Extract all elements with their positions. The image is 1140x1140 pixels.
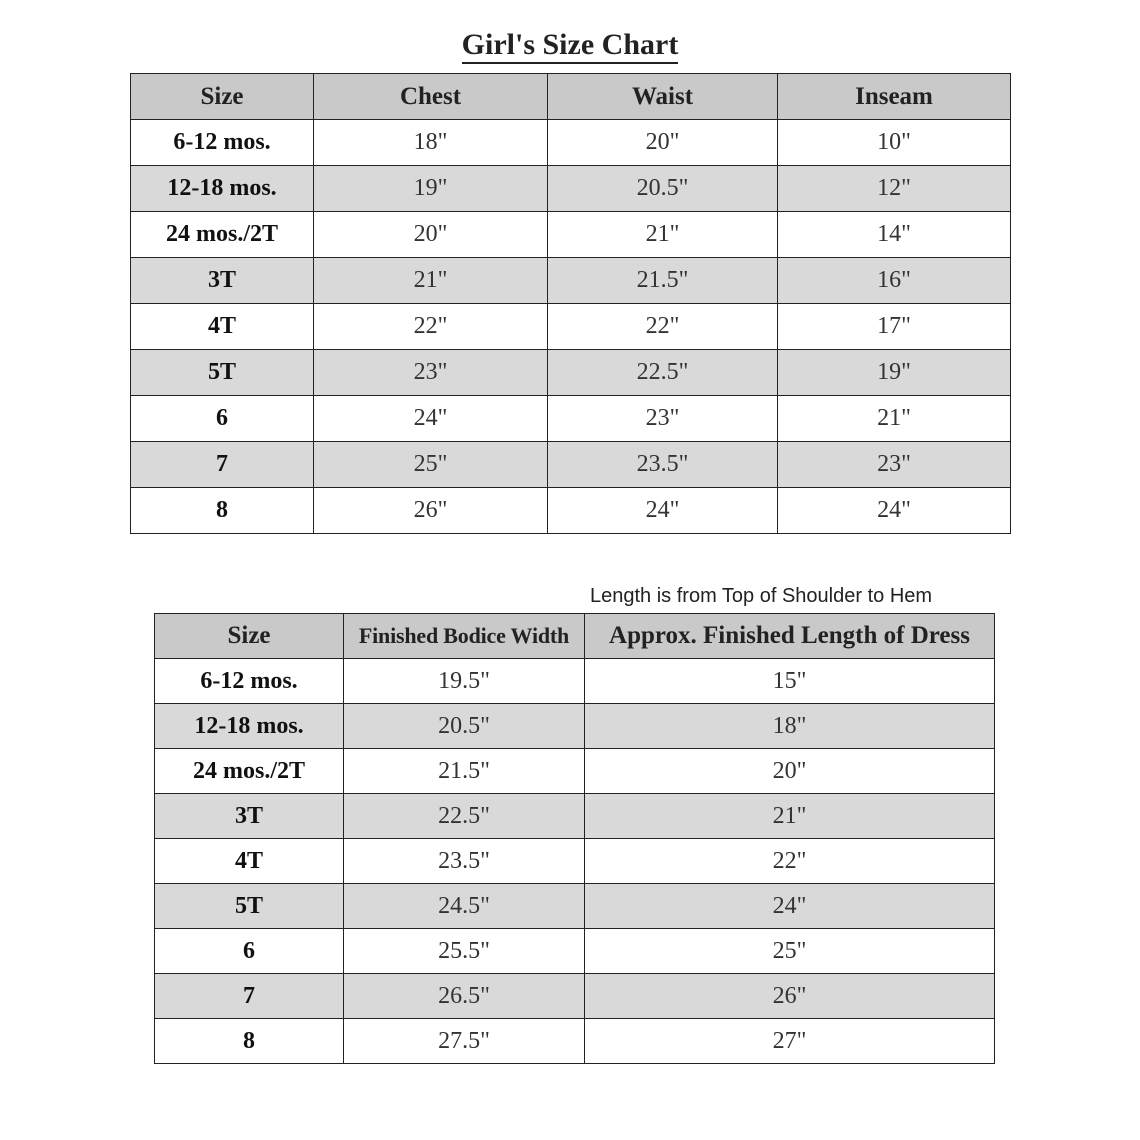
bodice-width-cell: 20.5" [344,704,585,749]
dress-length-cell: 15" [585,659,995,704]
table-row [131,488,1011,534]
column-header-size: Size [155,614,344,659]
size-cell: 6 [155,929,344,974]
size-cell: 8 [131,488,314,534]
column-header-inseam: Inseam [778,74,1011,120]
size-cell: 6 [131,396,314,442]
bodice-width-cell: 23.5" [344,839,585,884]
inseam-cell: 23" [778,442,1011,488]
bodice-width-cell: 26.5" [344,974,585,1019]
table-row [131,166,1011,212]
bodice-width-cell: 22.5" [344,794,585,839]
size-cell: 4T [155,839,344,884]
table-row [155,659,995,704]
dress-length-cell: 24" [585,884,995,929]
waist-cell: 22.5" [548,350,778,396]
table-row [131,304,1011,350]
waist-cell: 20" [548,120,778,166]
bodice-width-cell: 27.5" [344,1019,585,1064]
dress-length-cell: 18" [585,704,995,749]
column-header-size: Size [131,74,314,120]
table-header-row [155,614,995,659]
dress-dimensions-table [154,613,995,1064]
dress-length-cell: 25" [585,929,995,974]
size-cell: 6-12 mos. [155,659,344,704]
chest-cell: 23" [314,350,548,396]
table-row [131,120,1011,166]
inseam-cell: 24" [778,488,1011,534]
inseam-cell: 16" [778,258,1011,304]
length-note: Length is from Top of Shoulder to Hem [590,585,933,607]
size-cell: 3T [155,794,344,839]
column-header-waist: Waist [548,74,778,120]
size-cell: 5T [131,350,314,396]
dress-length-cell: 27" [585,1019,995,1064]
size-cell: 24 mos./2T [155,749,344,794]
inseam-cell: 19" [778,350,1011,396]
inseam-cell: 21" [778,396,1011,442]
column-header-bodice-width: Finished Bodice Width [344,614,585,659]
size-cell: 5T [155,884,344,929]
dress-length-cell: 26" [585,974,995,1019]
size-cell: 3T [131,258,314,304]
size-cell: 12-18 mos. [155,704,344,749]
bodice-width-cell: 21.5" [344,749,585,794]
inseam-cell: 17" [778,304,1011,350]
table-row [155,794,995,839]
table-row [155,1019,995,1064]
table-row [131,350,1011,396]
bodice-width-cell: 19.5" [344,659,585,704]
table-header-row [131,74,1011,120]
size-cell: 6-12 mos. [131,120,314,166]
chart-title-text: Girl's Size Chart [462,28,679,64]
size-cell: 7 [155,974,344,1019]
chest-cell: 26" [314,488,548,534]
dress-length-cell: 20" [585,749,995,794]
inseam-cell: 14" [778,212,1011,258]
table-row [155,884,995,929]
chart-title [0,28,1140,62]
size-cell: 8 [155,1019,344,1064]
table-row [131,212,1011,258]
size-cell: 24 mos./2T [131,212,314,258]
chest-cell: 25" [314,442,548,488]
inseam-cell: 12" [778,166,1011,212]
chest-cell: 20" [314,212,548,258]
inseam-cell: 10" [778,120,1011,166]
bodice-width-cell: 24.5" [344,884,585,929]
table-row [155,704,995,749]
chest-cell: 21" [314,258,548,304]
size-cell: 4T [131,304,314,350]
chest-cell: 22" [314,304,548,350]
column-header-dress-length: Approx. Finished Length of Dress [585,614,995,659]
waist-cell: 20.5" [548,166,778,212]
table-row [155,839,995,884]
size-cell: 12-18 mos. [131,166,314,212]
dress-length-cell: 22" [585,839,995,884]
chest-cell: 18" [314,120,548,166]
column-header-chest: Chest [314,74,548,120]
waist-cell: 24" [548,488,778,534]
waist-cell: 23.5" [548,442,778,488]
table-row [155,974,995,1019]
chest-cell: 24" [314,396,548,442]
bodice-width-cell: 25.5" [344,929,585,974]
waist-cell: 22" [548,304,778,350]
table-row [131,258,1011,304]
dress-length-cell: 21" [585,794,995,839]
table-row [131,396,1011,442]
table-row [131,442,1011,488]
waist-cell: 21.5" [548,258,778,304]
size-cell: 7 [131,442,314,488]
waist-cell: 21" [548,212,778,258]
waist-cell: 23" [548,396,778,442]
measurements-table [130,73,1011,534]
chest-cell: 19" [314,166,548,212]
table-row [155,929,995,974]
table-row [155,749,995,794]
